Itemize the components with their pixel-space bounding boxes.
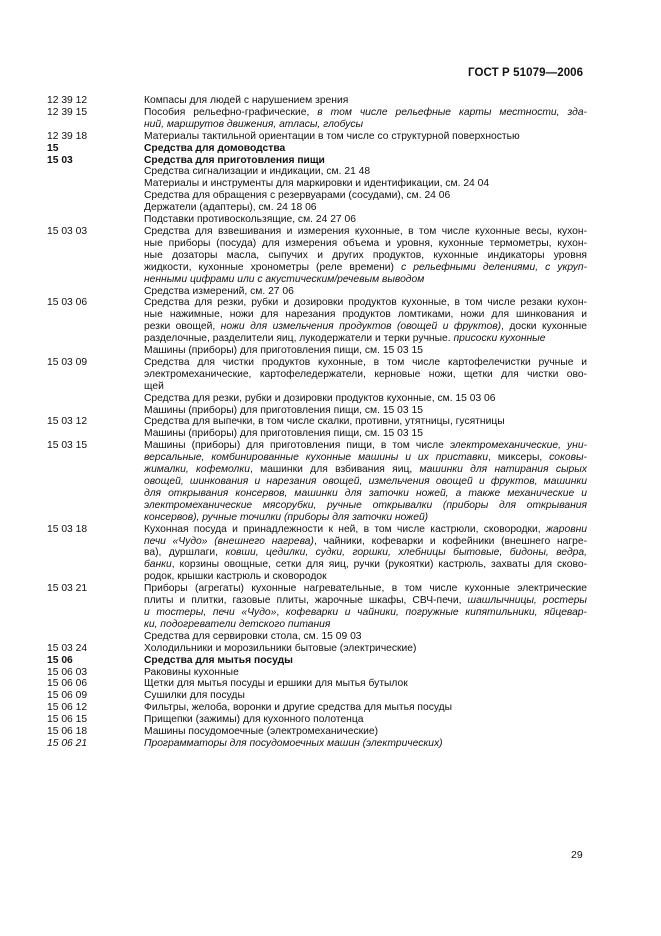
entry-row — [47, 583, 587, 643]
text-segment: Материалы тактильной ориентации в том числе со структурной поверхностью — [144, 130, 520, 142]
text-segment: ки, подогреватели детского питания — [144, 618, 331, 630]
standard-header: ГОСТ Р 51079—2006 — [468, 67, 584, 79]
description-line — [144, 214, 587, 226]
description-line — [144, 321, 587, 333]
entry-description — [144, 738, 587, 750]
entry-row — [47, 714, 587, 726]
description-line — [144, 500, 587, 512]
text-segment: разделочные, разделители яиц, лукодержатели и терки ручные. — [144, 333, 454, 345]
text-segment: Прищепки (зажимы) для кухонного полотенца — [144, 714, 364, 726]
entry-code: 15 03 21 — [47, 583, 88, 595]
description-line — [144, 274, 587, 286]
entry-description — [144, 107, 587, 131]
entry-code: 15 03 09 — [47, 356, 88, 368]
text-segment: Раковины кухонные — [144, 666, 239, 678]
text-segment: Подставки противоскользящие, см. 24 27 06 — [144, 214, 356, 226]
text-segment: жаровни — [545, 523, 587, 535]
text-segment: жималки, кофемолки — [144, 464, 250, 476]
description-line — [144, 345, 587, 357]
text-segment: Машины (приборы) для приготовления пищи, см. 15 03 15 — [144, 345, 423, 357]
text-segment: с рельефными делениями, с укруп- — [401, 261, 588, 273]
description-line — [144, 381, 587, 393]
text-segment: Средства для мытья посуды — [144, 654, 293, 666]
description-line — [144, 476, 587, 488]
text-segment: Компасы для людей с нарушением зрения — [144, 95, 349, 106]
description-line — [144, 226, 587, 238]
entry-code: 15 06 15 — [47, 714, 88, 726]
description-line — [144, 583, 587, 595]
description-line — [144, 393, 587, 405]
text-segment: в том числе рельефные карты местности, зда- — [317, 106, 587, 118]
text-segment: Приборы (агрегаты) кухонные нагревательные, в том числе кухонные электрические — [144, 583, 587, 595]
entry-row — [47, 702, 587, 714]
entry-row — [47, 678, 587, 690]
text-segment: Средства для резки, рубки и дозировки продуктов кухонные, см. 15 03 06 — [144, 392, 496, 404]
text-segment: для открывания консервов, машинки для заточки ножей, а также механические и — [144, 487, 587, 499]
entry-row — [47, 440, 587, 523]
entry-description — [144, 655, 587, 667]
entry-code: 15 06 12 — [47, 702, 88, 714]
entry-code: 15 06 18 — [47, 726, 88, 738]
description-line — [144, 738, 587, 750]
text-segment: соковы- — [549, 452, 587, 464]
entry-row — [47, 524, 587, 584]
description-line — [144, 143, 587, 155]
description-line — [144, 464, 587, 476]
entry-code: 15 03 24 — [47, 642, 88, 654]
entry-code: 15 03 18 — [47, 523, 88, 535]
entry-description — [144, 155, 587, 167]
text-segment: Средства сигнализации и индикации, см. 21 48 — [144, 166, 371, 178]
entry-description — [144, 690, 587, 702]
entry-row — [47, 416, 587, 440]
description-line — [144, 690, 587, 702]
text-segment: электромеханические, картофеледержатели, керновые ножи, щетки для чистки ово- — [144, 368, 587, 380]
text-segment: Средства для обращения с резервуарами (сосудами), см. 24 06 — [144, 190, 451, 202]
entry-description — [144, 667, 587, 679]
entry-row — [47, 107, 587, 131]
description-line — [144, 619, 587, 631]
text-segment: ковши, цедилки, судки, горшки, хлебницы бытовые, бидоны, ведра, — [225, 547, 587, 559]
text-segment: Щетки для мытья посуды и ершики для мытья бутылок — [144, 678, 408, 690]
description-line — [144, 607, 587, 619]
description-line — [144, 286, 587, 298]
text-segment: Машины (приборы) для приготовления пищи, см. 15 03 15 — [144, 404, 423, 416]
text-segment: банки — [144, 559, 172, 571]
entry-row — [47, 667, 587, 679]
description-line — [144, 119, 587, 131]
text-segment: , машинки для взбивания яиц, — [249, 464, 420, 476]
text-segment: , доски кухонные — [501, 321, 587, 333]
entry-code: 15 03 — [47, 154, 73, 166]
entry-description — [144, 702, 587, 714]
text-segment: Сушилки для посуды — [144, 690, 245, 702]
text-segment: плиты и плитки, газовые плиты, жарочные шкафы, СВЧ-печи, — [144, 595, 468, 607]
entry-description — [144, 226, 587, 297]
text-segment: Средства для домоводства — [144, 142, 286, 154]
description-line — [144, 726, 587, 738]
entry-row — [47, 726, 587, 738]
description-line — [144, 595, 587, 607]
entry-code: 15 03 03 — [47, 225, 88, 237]
text-segment: овощей, шинкования и нарезания овощей, измельчения овощей и фруктов, машинки — [144, 476, 587, 487]
description-line — [144, 405, 587, 417]
text-segment: ные приборы (посуда) для измерения объема и уровня, кухонные термометры, кухон- — [144, 237, 587, 249]
entry-description — [144, 131, 587, 143]
description-line — [144, 678, 587, 690]
text-segment: Машины (приборы) для приготовления пищи, в том числе — [144, 440, 450, 452]
text-segment: электромеханические, уни- — [449, 440, 587, 452]
description-line — [144, 571, 587, 583]
entry-code: 12 39 15 — [47, 106, 88, 118]
text-segment: Кухонная посуда и принадлежности к ней, в том числе кастрюли, сковородки, — [144, 523, 546, 535]
entry-row — [47, 143, 587, 155]
text-segment: ные дозаторы масла, сыпучих и других продуктов, кухонные индикаторы уровня — [144, 249, 587, 261]
text-segment: Программаторы для посудомоечных машин (электрических) — [144, 737, 443, 749]
text-segment: печи «Чудо» (внешнего нагрева) — [144, 535, 314, 547]
text-segment: , — [276, 606, 286, 618]
text-segment: и тостеры, печи «Чудо» — [144, 606, 277, 618]
text-segment: Средства для резки, рубки и дозировки продуктов кухонные, в том числе резаки кухон- — [144, 297, 587, 309]
classification-list — [47, 95, 587, 750]
text-segment: Держатели (адаптеры), см. 24 18 06 — [144, 202, 317, 214]
description-line — [144, 667, 587, 679]
entry-code: 12 39 18 — [47, 130, 88, 142]
description-line — [144, 202, 587, 214]
entry-description — [144, 726, 587, 738]
text-segment: версальные, комбинированные кухонные машины и их приставки — [144, 452, 489, 464]
entry-description — [144, 440, 587, 523]
text-segment: Материалы и инструменты для маркировки и идентификации, см. 24 04 — [144, 178, 490, 190]
text-segment: Средства для выпечки, в том числе скалки, противни, утятницы, гусятницы — [144, 416, 505, 428]
entry-description — [144, 714, 587, 726]
entry-code: 15 06 09 — [47, 690, 88, 702]
description-line — [144, 238, 587, 250]
text-segment: Холодильники и морозильники бытовые (электрические) — [144, 642, 417, 654]
entry-description — [144, 643, 587, 655]
description-line — [144, 643, 587, 655]
entry-description — [144, 416, 587, 440]
text-segment: ва), дуршлаги, — [144, 547, 226, 559]
entry-row — [47, 690, 587, 702]
description-line — [144, 536, 587, 548]
description-line — [144, 440, 587, 452]
description-line — [144, 547, 587, 559]
text-segment: Средства для чистки продуктов кухонные, в том числе картофелечистки ручные и — [144, 356, 587, 368]
text-segment: кофеварки и чайники, погружные кипятильники, яйцевар- — [285, 606, 587, 618]
entry-description — [144, 297, 587, 357]
description-line — [144, 131, 587, 143]
entry-code: 12 39 12 — [47, 95, 88, 106]
entry-row — [47, 738, 587, 750]
description-line — [144, 524, 587, 536]
description-line — [144, 357, 587, 369]
description-line — [144, 250, 587, 262]
entry-description — [144, 95, 587, 107]
text-segment: Средства для взвешивания и измерения кухонные, в том числе кухонные весы, кухон- — [144, 225, 587, 237]
entry-row — [47, 655, 587, 667]
description-line — [144, 333, 587, 345]
description-line — [144, 631, 587, 643]
description-line — [144, 512, 587, 524]
entry-row — [47, 643, 587, 655]
entry-code: 15 06 21 — [47, 737, 88, 749]
entry-description — [144, 166, 587, 226]
text-segment: , корзины овощные, сетки для яиц, ручки (рукоятки) кастрюль, захваты для сково- — [171, 559, 587, 571]
text-segment: Средства для сервировки стола, см. 15 09 03 — [144, 630, 362, 642]
entry-row — [47, 155, 587, 167]
entry-row — [47, 297, 587, 357]
entry-code: 15 — [47, 142, 59, 154]
text-segment: Средства измерений, см. 27 06 — [144, 285, 294, 297]
entry-row — [47, 95, 587, 107]
entry-code: 15 06 — [47, 654, 73, 666]
description-line — [144, 416, 587, 428]
text-segment: щей — [144, 380, 164, 392]
description-line — [144, 95, 587, 107]
entry-description — [144, 583, 587, 643]
description-line — [144, 190, 587, 202]
description-line — [144, 714, 587, 726]
text-segment: , миксеры, — [488, 452, 550, 464]
description-line — [144, 702, 587, 714]
entry-description — [144, 678, 587, 690]
entry-description — [144, 357, 587, 417]
text-segment: ненными цифрами или с акустическим/речевым выводом — [144, 273, 425, 285]
text-segment: Пособия рельефно-графические, — [144, 106, 318, 118]
description-line — [144, 297, 587, 309]
text-segment: жидкости, кухонные хронометры (реле времени) — [144, 261, 402, 273]
entry-row — [47, 357, 587, 417]
text-segment: родок, крышки кастрюль и сковородок — [144, 571, 327, 583]
page-number: 29 — [571, 849, 583, 861]
text-segment: присоски кухонные — [453, 333, 546, 345]
entry-code: 15 06 06 — [47, 678, 88, 690]
description-line — [144, 488, 587, 500]
text-segment: , чайники, кофеварки и кофейники (внешнего нагре- — [313, 535, 587, 547]
description-line — [144, 309, 587, 321]
description-line — [144, 262, 587, 274]
text-segment: резки овощей, — [144, 321, 221, 333]
description-line — [144, 452, 587, 464]
entry-row — [47, 226, 587, 297]
text-segment: ные нажимные, ножи для нарезания продуктов ломтиками, ножи для шинкования и — [144, 309, 587, 321]
description-line — [144, 107, 587, 119]
entry-description — [144, 143, 587, 155]
text-segment: ножи для измельчения продуктов (овощей и фруктов) — [220, 321, 502, 333]
description-line — [144, 559, 587, 571]
description-line — [144, 428, 587, 440]
entry-code: 15 03 06 — [47, 297, 88, 309]
description-line — [144, 155, 587, 167]
entry-code: 15 03 15 — [47, 440, 88, 452]
text-segment: Средства для приготовления пищи — [144, 154, 325, 166]
description-line — [144, 178, 587, 190]
description-line — [144, 369, 587, 381]
description-line — [144, 655, 587, 667]
text-segment: шашлычницы, ростеры — [467, 595, 588, 607]
entry-code: 15 06 03 — [47, 666, 88, 678]
text-segment: машинки для натирания сырых — [419, 464, 587, 476]
text-segment: ний, маршрутов движения, атласы, глобусы — [144, 118, 364, 130]
description-line — [144, 166, 587, 178]
entry-row — [47, 166, 587, 226]
text-segment: электромеханические мясорубки, ручные открывалки (приборы для открывания — [144, 499, 587, 511]
entry-code: 15 03 12 — [47, 416, 88, 428]
text-segment: Фильтры, желоба, воронки и другие средства для мытья посуды — [144, 702, 453, 714]
entry-row — [47, 131, 587, 143]
text-segment: консервов), ручные точилки (приборы для заточки ножей) — [144, 511, 429, 523]
entry-description — [144, 524, 587, 584]
text-segment: Машины посудомоечные (электромеханические) — [144, 726, 379, 738]
text-segment: Машины (приборы) для приготовления пищи, см. 15 03 15 — [144, 428, 423, 440]
